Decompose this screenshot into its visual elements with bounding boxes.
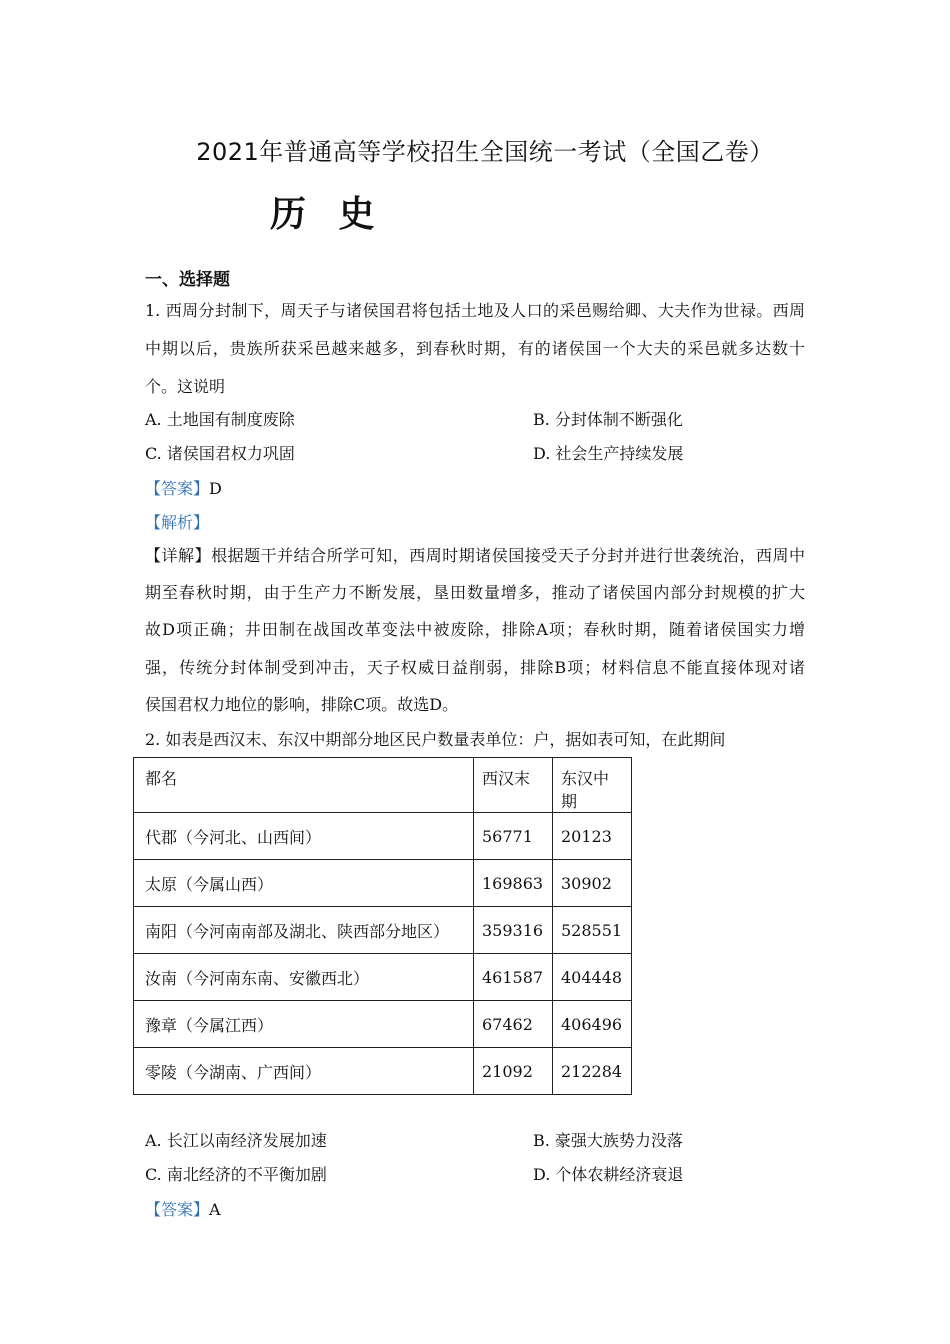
q1-stem-line-1: 1. 西周分封制下，周天子与诸侯国君将包括土地及人口的采邑赐给卿、大夫作为世禄。西周 [145,301,805,320]
table-row [134,954,632,1001]
q1-option-d: D. 社会生产持续发展 [533,444,684,463]
q1-detail-line-3: 故D项正确；井田制在战国改革变法中被废除，排除A项；春秋时期，随着诸侯国实力增 [145,620,805,639]
q1-detail-line-5: 侯国君权力地位的影响，排除C项。故选D。 [145,695,459,714]
q1-detail-tag: 【详解】 [145,546,212,565]
q1-analysis-tag: 【解析】 [145,513,210,532]
header-prefecture: 都名 [134,758,474,813]
q1-detail-line-2: 期至春秋时期，由于生产力不断发展，垦田数量增多，推动了诸侯国内部分封规模的扩大 [145,583,805,602]
q2-option-a: A. 长江以南经济发展加速 [145,1131,327,1150]
q1-stem-line-2: 中期以后，贵族所获采邑越来越多，到春秋时期，有的诸侯国一个大夫的采邑就多达数十 [145,339,805,358]
cell-eastern-han: 30902 [553,860,632,907]
table-row [134,813,632,860]
header-eastern-han: 东汉中期 [553,758,632,813]
q2-stem: 2. 如表是西汉末、东汉中期部分地区民户数量表单位：户，据如表可知，在此期间 [145,730,726,749]
q2-option-d: D. 个体农耕经济衰退 [533,1165,684,1184]
q1-stem-line-3: 个。这说明 [145,377,226,396]
exam-title: 2021年普通高等学校招生全国统一考试（全国乙卷） [196,138,774,166]
q1-detail-text-1: 根据题干并结合所学可知，西周时期诸侯国接受天子分封并进行世袭统治，西周中 [211,546,805,565]
cell-eastern-han: 404448 [553,954,632,1001]
cell-eastern-han: 212284 [553,1048,632,1095]
q2-option-b: B. 豪强大族势力没落 [533,1131,683,1150]
cell-prefecture: 代郡（今河北、山西间） [134,813,474,860]
q1-detail-line-1 [145,543,805,566]
cell-eastern-han: 528551 [553,907,632,954]
subject-heading: 历 史 [270,194,385,235]
cell-western-han: 67462 [474,1001,553,1048]
cell-prefecture: 南阳（今河南南部及湖北、陕西部分地区） [134,907,474,954]
section-heading: 一、选择题 [145,270,230,290]
q1-option-a: A. 土地国有制度废除 [145,410,295,429]
q2-option-c: C. 南北经济的不平衡加剧 [145,1165,327,1184]
cell-prefecture: 汝南（今河南东南、安徽西北） [134,954,474,1001]
cell-western-han: 21092 [474,1048,553,1095]
cell-western-han: 359316 [474,907,553,954]
cell-eastern-han: 406496 [553,1001,632,1048]
q1-option-c: C. 诸侯国君权力巩固 [145,444,295,463]
q2-answer [145,1197,221,1220]
table-row [134,1048,632,1095]
cell-prefecture: 零陵（今湖南、广西间） [134,1048,474,1095]
population-table [133,757,632,1095]
table-row [134,1001,632,1048]
q2-answer-value: A [209,1200,221,1219]
cell-western-han: 461587 [474,954,553,1001]
q2-answer-tag: 【答案】 [145,1200,210,1219]
q1-answer-tag: 【答案】 [145,479,210,498]
table-header-row [134,758,632,813]
cell-western-han: 169863 [474,860,553,907]
header-western-han: 西汉末 [474,758,553,813]
q1-option-b: B. 分封体制不断强化 [533,410,683,429]
cell-western-han: 56771 [474,813,553,860]
q1-answer-value: D [209,479,222,498]
table-row [134,860,632,907]
cell-eastern-han: 20123 [553,813,632,860]
q1-answer [145,476,222,499]
cell-prefecture: 豫章（今属江西） [134,1001,474,1048]
cell-prefecture: 太原（今属山西） [134,860,474,907]
q1-detail-line-4: 强，传统分封体制受到冲击，天子权威日益削弱，排除B项；材料信息不能直接体现对诸 [145,658,805,677]
table-row [134,907,632,954]
